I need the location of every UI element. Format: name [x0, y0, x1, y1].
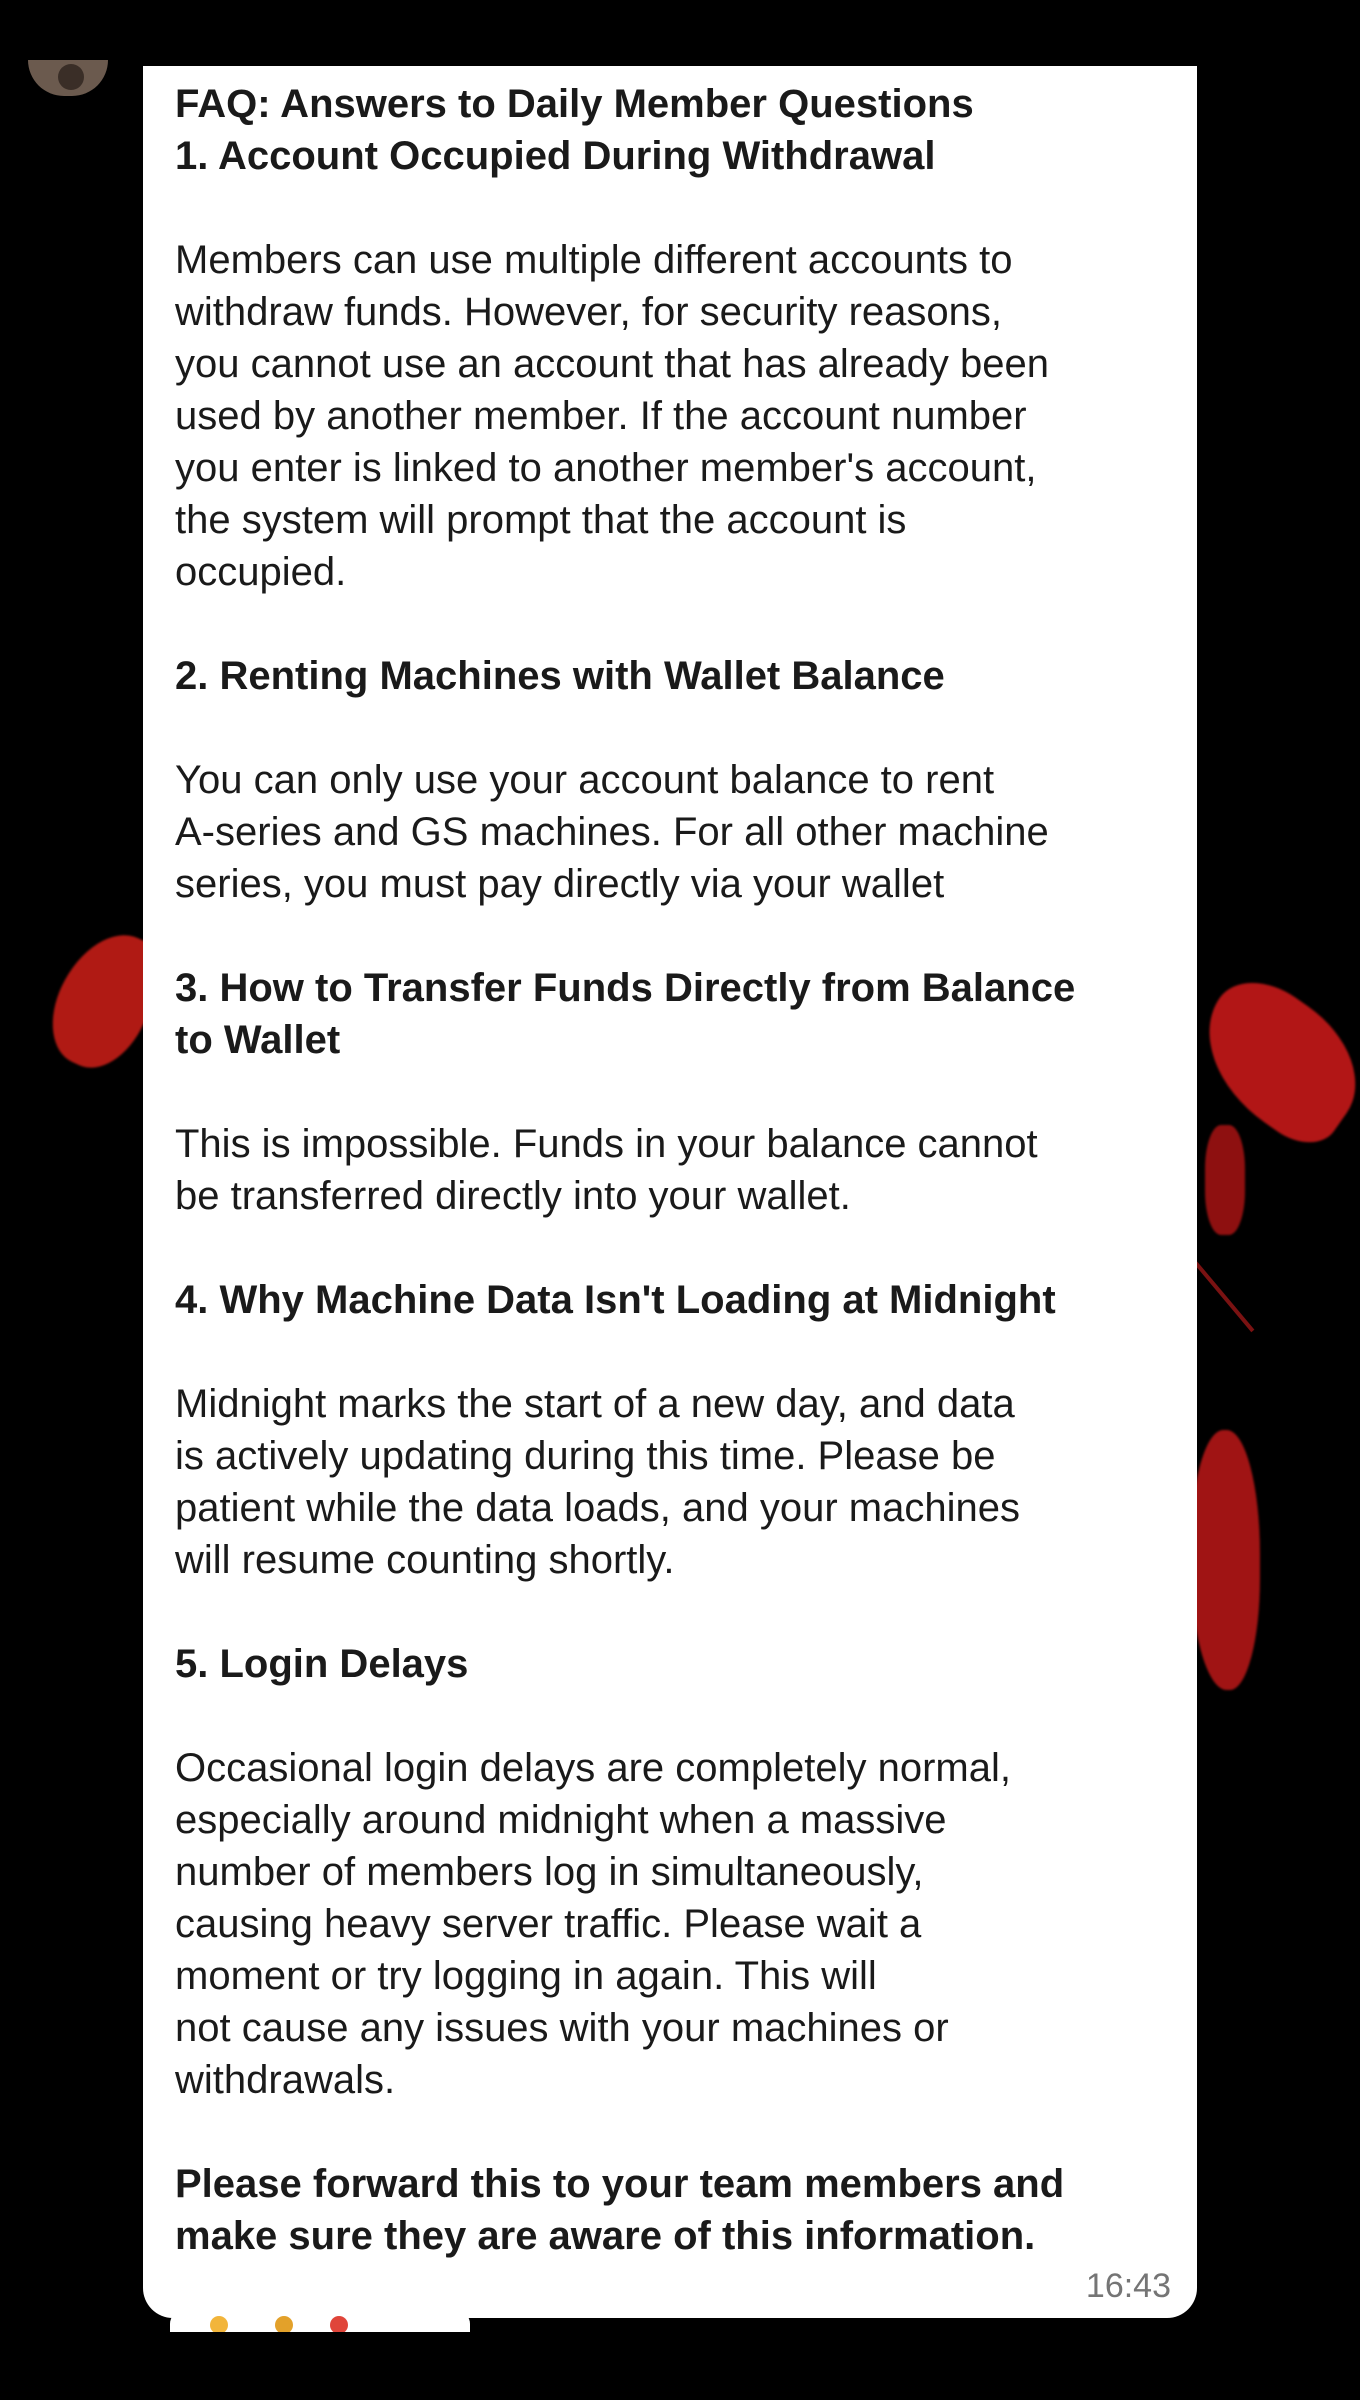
reaction-bar[interactable]: [170, 2310, 470, 2332]
closing-note: Please forward this to your team members and make sure they are aware of this information.: [175, 2162, 1065, 2258]
wallpaper-decoration: [1190, 1430, 1260, 1690]
sender-avatar[interactable]: [28, 60, 108, 96]
faq-answer-1: Members can use multiple different accounts to withdraw funds. However, for security reasons, you cannot use an account that has already been used by another member. If the account number you enter is linked to another member's account, the system will prompt that the account is occupied.: [175, 238, 1049, 594]
message-title: FAQ: Answers to Daily Member Questions: [175, 82, 974, 126]
faq-answer-2: You can only use your account balance to rent A-series and GS machines. For all other machine series, you must pay directly via your wallet: [175, 758, 1049, 906]
wallpaper-decoration: [1193, 1261, 1254, 1333]
faq-answer-5: Occasional login delays are completely normal, especially around midnight when a massive number of members log in simultaneously, causing heavy server traffic. Please wait a moment or try logging in again. This will not cause any issues with your machines or withdrawals.: [175, 1746, 1011, 2102]
wallpaper-decoration: [1176, 962, 1360, 1158]
reaction-emoji-icon[interactable]: [330, 2316, 348, 2332]
message-timestamp: 16:43: [1085, 2267, 1171, 2305]
faq-heading-5: 5. Login Delays: [175, 1642, 469, 1686]
wallpaper-decoration: [1205, 1125, 1245, 1235]
faq-heading-1: 1. Account Occupied During Withdrawal: [175, 134, 936, 178]
message-bubble[interactable]: [143, 66, 1197, 2318]
faq-answer-4: Midnight marks the start of a new day, and data is actively updating during this time. Please be patient while the data loads, and your machines will resume counting shortly.: [175, 1382, 1020, 1582]
faq-heading-4: 4. Why Machine Data Isn't Loading at Midnight: [175, 1278, 1056, 1322]
faq-heading-3: 3. How to Transfer Funds Directly from Balance to Wallet: [175, 966, 1076, 1062]
reaction-emoji-icon[interactable]: [275, 2316, 293, 2332]
faq-heading-2: 2. Renting Machines with Wallet Balance: [175, 654, 945, 698]
reaction-emoji-icon[interactable]: [210, 2316, 228, 2332]
faq-answer-3: This is impossible. Funds in your balance cannot be transferred directly into your wallet.: [175, 1122, 1038, 1218]
